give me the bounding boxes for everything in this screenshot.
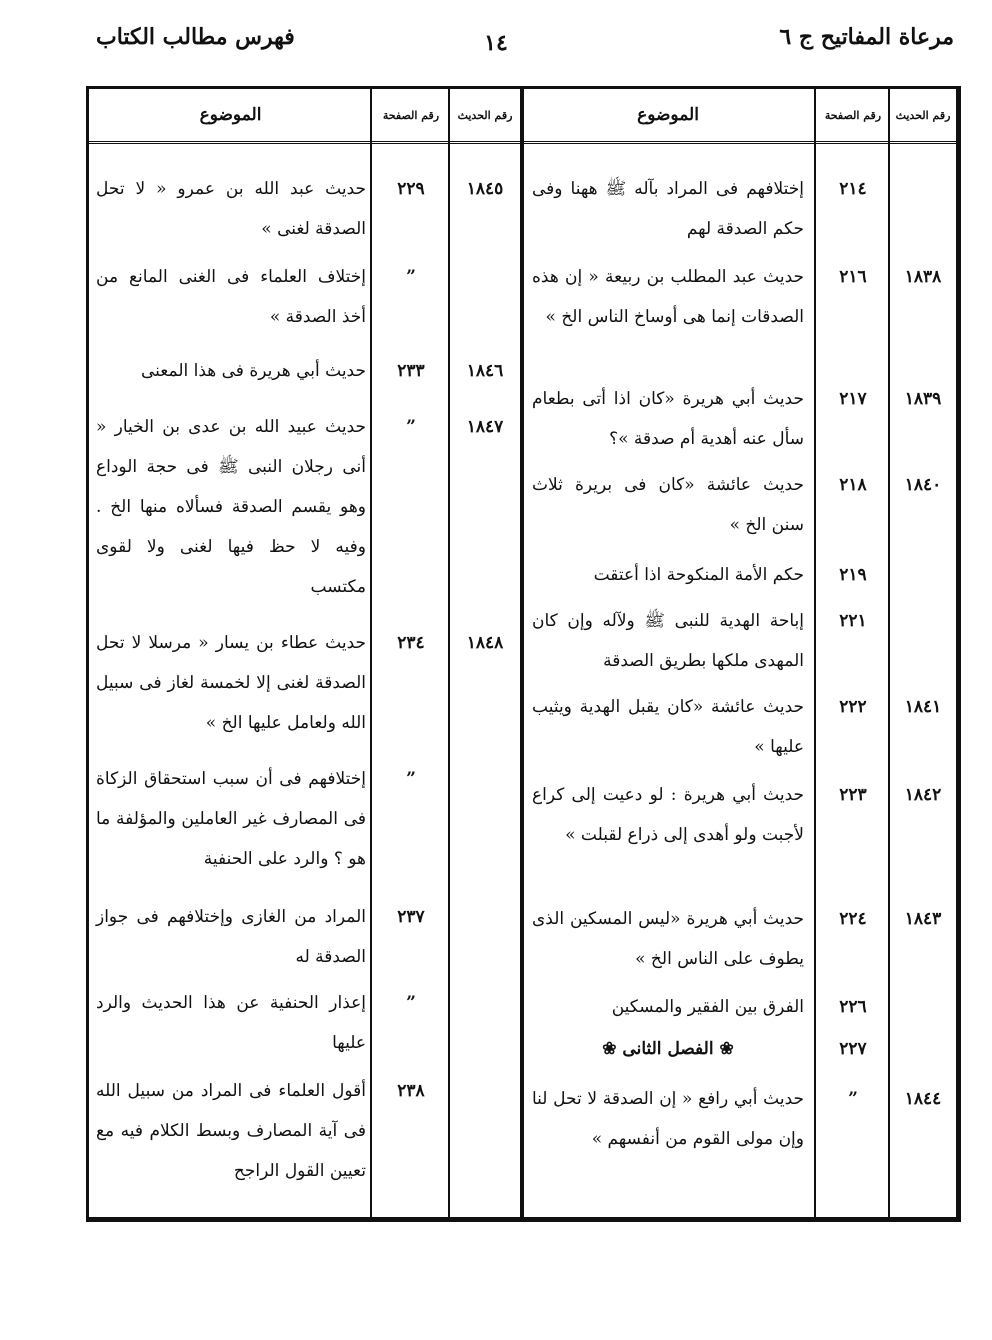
topic-text: إباحة الهدية للنبى ﷺ ولآله وإن كان المهدى ملكها بطريق الصدقة	[532, 611, 804, 671]
hadith-number: ١٨٤١	[904, 697, 942, 717]
topic-text: المراد من الغازى وإختلافهم فى جواز الصدقة له	[96, 907, 366, 967]
hadith-number: ١٨٤٦	[466, 361, 504, 381]
header-hadith-no: رقم الحديث	[457, 108, 513, 122]
page-number-cell: ٢٢١	[839, 611, 867, 631]
page-number-cell: ٢١٦	[839, 267, 867, 287]
page-number-cell: ٢٣٨	[397, 1081, 425, 1101]
page-number-cell: ٢١٩	[839, 565, 867, 585]
page-number-cell: ”	[406, 267, 416, 287]
topic-text: إختلاف العلماء فى الغنى المانع من أخذ الصدقة »	[96, 267, 366, 327]
index-column-left	[89, 89, 524, 1217]
topic-text: حديث أبي هريرة : لو دعيت إلى كراع لأجبت ولو أهدى إلى ذراع لقبلت »	[532, 785, 804, 845]
page-number-cell: ٢١٨	[839, 475, 867, 495]
page-number-cell: ٢٣٤	[397, 633, 425, 653]
hadith-number: ١٨٤٨	[466, 633, 504, 653]
running-header-left: فهرس مطالب الكتاب	[96, 24, 295, 50]
page-number-cell: ٢١٧	[839, 389, 867, 409]
hadith-number: ١٨٣٨	[904, 267, 942, 287]
page-number-cell: ”	[406, 993, 416, 1013]
page-number: ١٤	[484, 30, 508, 56]
topic-text: حديث عائشة «كان فى بريرة ثلاث سنن الخ »	[532, 475, 804, 535]
hadith-number: ١٨٣٩	[904, 389, 942, 409]
topic-text: حديث عائشة «كان يقبل الهدية ويثيب عليها »	[532, 697, 804, 757]
header-page-no: رقم الصفحة	[382, 108, 440, 122]
page-number-cell: ”	[406, 417, 416, 437]
column-header-row	[89, 89, 520, 144]
topic-text: إختلافهم فى أن سبب استحقاق الزكاة فى المصارف غير العاملين والمؤلفة ما هو ؟ والرد على الحنفية	[96, 769, 366, 869]
index-column-right	[520, 89, 956, 1217]
header-topic: الموضوع	[199, 105, 262, 125]
page-number-cell: ٢٢٧	[839, 1039, 867, 1059]
hadith-number: ١٨٤٣	[904, 909, 942, 929]
hadith-number: ١٨٤٤	[904, 1089, 942, 1109]
column-header-row	[520, 89, 956, 144]
index-table	[86, 86, 961, 1222]
header-page-no: رقم الصفحة	[824, 108, 882, 122]
hadith-number: ١٨٤٠	[904, 475, 942, 495]
page-number-cell: ”	[848, 1089, 858, 1109]
page-number-cell: ”	[406, 769, 416, 789]
topic-text: حديث أبي هريرة فى هذا المعنى	[140, 361, 366, 381]
page-number-cell: ٢٢٦	[839, 997, 867, 1017]
topic-text: حديث أبي رافع « إن الصدقة لا تحل لنا وإن مولى القوم من أنفسهم »	[532, 1089, 804, 1149]
topic-text: حديث عبد الله بن عمرو « لا تحل الصدقة لغنى »	[96, 179, 366, 239]
topic-text: حديث أبي هريرة «ليس المسكين الذى يطوف على الناس الخ »	[532, 909, 804, 969]
topic-text: حديث أبي هريرة «كان اذا أتى بطعام سأل عنه أهدية أم صدقة »؟	[532, 389, 804, 449]
header-topic: الموضوع	[637, 105, 699, 125]
page-number-cell: ٢٢٤	[839, 909, 867, 929]
topic-text: حديث عطاء بن يسار « مرسلا لا تحل الصدقة لغنى إلا لخمسة لغاز فى سبيل الله ولعامل عليها الخ »	[96, 633, 366, 733]
page-number-cell: ٢٢٢	[839, 697, 867, 717]
topic-text: حديث عبد المطلب بن ربيعة « إن هذه الصدقات إنما هى أوساخ الناس الخ »	[532, 267, 804, 327]
topic-text: إختلافهم فى المراد بآله ﷺ ههنا وفى حكم الصدقة لهم	[532, 179, 804, 239]
topic-text: حكم الأمة المنكوحة اذا أعتقت	[593, 565, 804, 585]
hadith-number: ١٨٤٢	[904, 785, 942, 805]
topic-text: الفرق بين الفقير والمسكين	[611, 997, 804, 1017]
page-number-cell: ٢٢٣	[839, 785, 867, 805]
hadith-number: ١٨٤٥	[466, 179, 504, 199]
page-number-cell: ٢٣٣	[397, 361, 425, 381]
running-header-right: مرعاة المفاتيح ج ٦	[779, 24, 954, 50]
page-number-cell: ٢٢٩	[397, 179, 425, 199]
topic-text: حديث عبيد الله بن عدى بن الخيار « أنى رجلان النبى ﷺ فى حجة الوداع وهو يقسم الصدقة فسألاه منها الخ . وفيه لا حظ فيها لغنى ولا لقوى مكتسب	[96, 417, 366, 597]
page-number-cell: ٢١٤	[839, 179, 867, 199]
page-number-cell: ٢٣٧	[397, 907, 425, 927]
section-title: ❀ الفصل الثانى ❀	[602, 1039, 734, 1059]
topic-text: أقول العلماء فى المراد من سبيل الله فى آية المصارف وبسط الكلام فيه مع تعيين القول الراجح	[96, 1081, 366, 1181]
header-hadith-no: رقم الحديث	[895, 108, 951, 122]
hadith-number: ١٨٤٧	[466, 417, 504, 437]
topic-text: إعذار الحنفية عن هذا الحديث والرد عليها	[96, 993, 366, 1053]
